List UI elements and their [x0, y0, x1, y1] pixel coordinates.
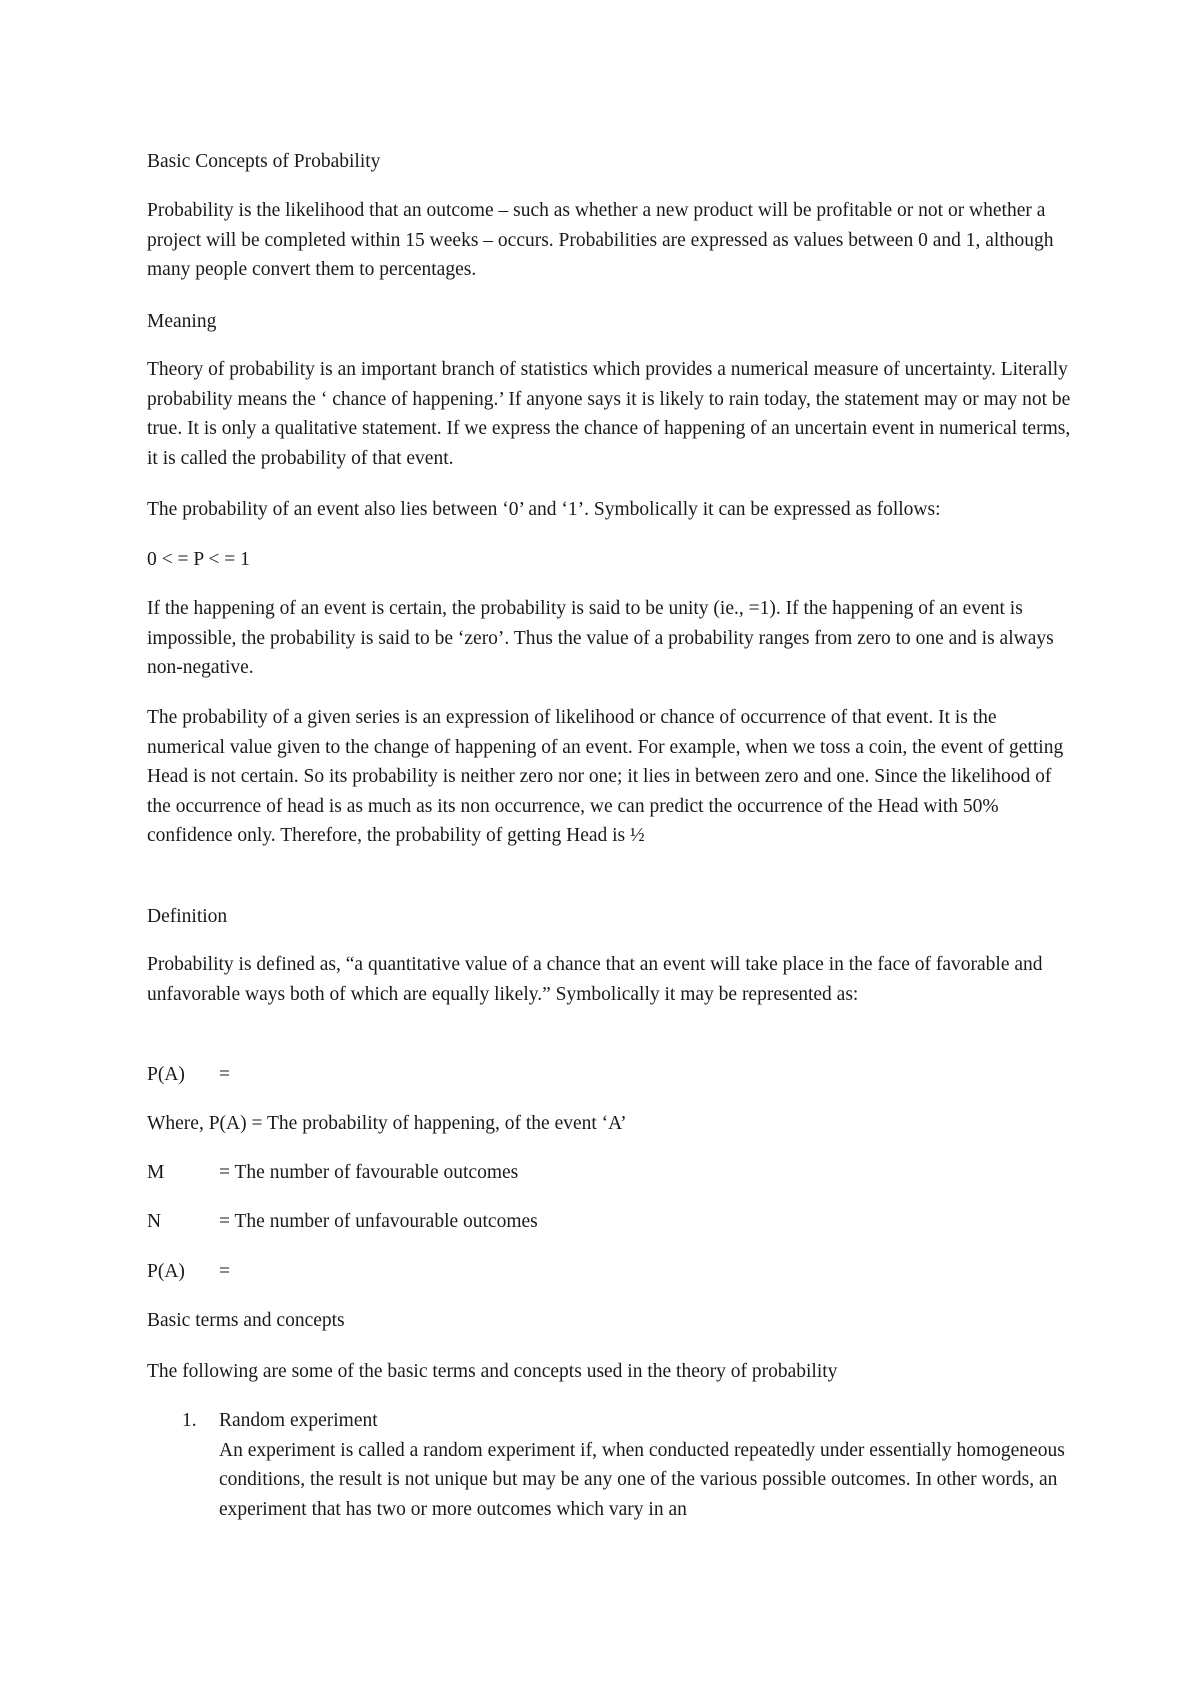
intro-paragraph: Probability is the likelihood that an outcome – such as whether a new product will be profitable or not or whether a project will be completed within 15 weeks – occurs. Probabilities are expressed as values between 0 and 1, although many people convert them to percentages.: [147, 200, 1054, 280]
list-item-number: 1.: [182, 1410, 197, 1431]
n-description: = The number of unfavourable outcomes: [219, 1211, 538, 1232]
m-description: = The number of favourable outcomes: [219, 1162, 519, 1183]
formula-equals: =: [219, 1261, 230, 1282]
formula-line-1: [147, 1060, 230, 1090]
formula-label: P(A): [147, 1261, 185, 1282]
meaning-paragraph-3: If the happening of an event is certain, the probability is said to be unity (ie., =1). If the happening of an event is impossible, the probability is said to be ‘zero’. Thus the value of a probability ranges from zero to one and is always non-negative.: [147, 598, 1054, 678]
terms-intro-paragraph: The following are some of the basic terms and concepts used in the theory of probability: [147, 1361, 838, 1382]
meaning-paragraph-1: Theory of probability is an important branch of statistics which provides a numerical measure of uncertainty. Literally probability means the ‘ chance of happening.’ If anyone says it is likely to rain today, the statement may or may not be true. It is only a qualitative statement. If we express the chance of happening of an uncertain event in numerical terms, it is called the probability of that event.: [147, 359, 1071, 469]
formula-line-2: [147, 1257, 230, 1287]
inequality-line: 0 < = P < = 1: [147, 549, 250, 570]
terms-heading: Basic terms and concepts: [147, 1310, 345, 1331]
list-item-body: An experiment is called a random experiment if, when conducted repeatedly under essentially homogeneous conditions, the result is not unique but may be any one of the various possible outcomes. In other words, an experiment that has two or more outcomes which vary in an: [219, 1439, 1065, 1520]
n-definition-line: [147, 1207, 538, 1237]
where-line: Where, P(A) = The probability of happening, of the event ‘A’: [147, 1113, 627, 1134]
formula-equals: =: [219, 1064, 230, 1085]
n-label: N: [147, 1211, 162, 1232]
formula-label: P(A): [147, 1064, 185, 1085]
meaning-paragraph-4: The probability of a given series is an expression of likelihood or chance of occurrence of that event. It is the numerical value given to the change of happening of an event. For example, when we toss a coin, the event of getting Head is not certain. So its probability is neither zero nor one; it lies in between zero and one. Since the likelihood of the occurrence of head is as much as its non occurrence, we can predict the occurrence of the Head with 50% confidence only. Therefore, the probability of getting Head is ½: [147, 707, 1064, 846]
m-label: M: [147, 1162, 165, 1183]
m-definition-line: [147, 1158, 518, 1188]
meaning-paragraph-2: The probability of an event also lies between ‘0’ and ‘1’. Symbolically it can be expressed as follows:: [147, 499, 941, 520]
definition-paragraph: Probability is defined as, “a quantitative value of a chance that an event will take place in the face of favorable and unfavorable ways both of which are equally likely.” Symbolically it may be represented as:: [147, 954, 1043, 1005]
list-item-content: [219, 1406, 1079, 1524]
definition-heading: Definition: [147, 906, 228, 927]
meaning-heading: Meaning: [147, 311, 217, 332]
list-item-title: Random experiment: [219, 1410, 378, 1431]
document-title: Basic Concepts of Probability: [147, 151, 381, 172]
